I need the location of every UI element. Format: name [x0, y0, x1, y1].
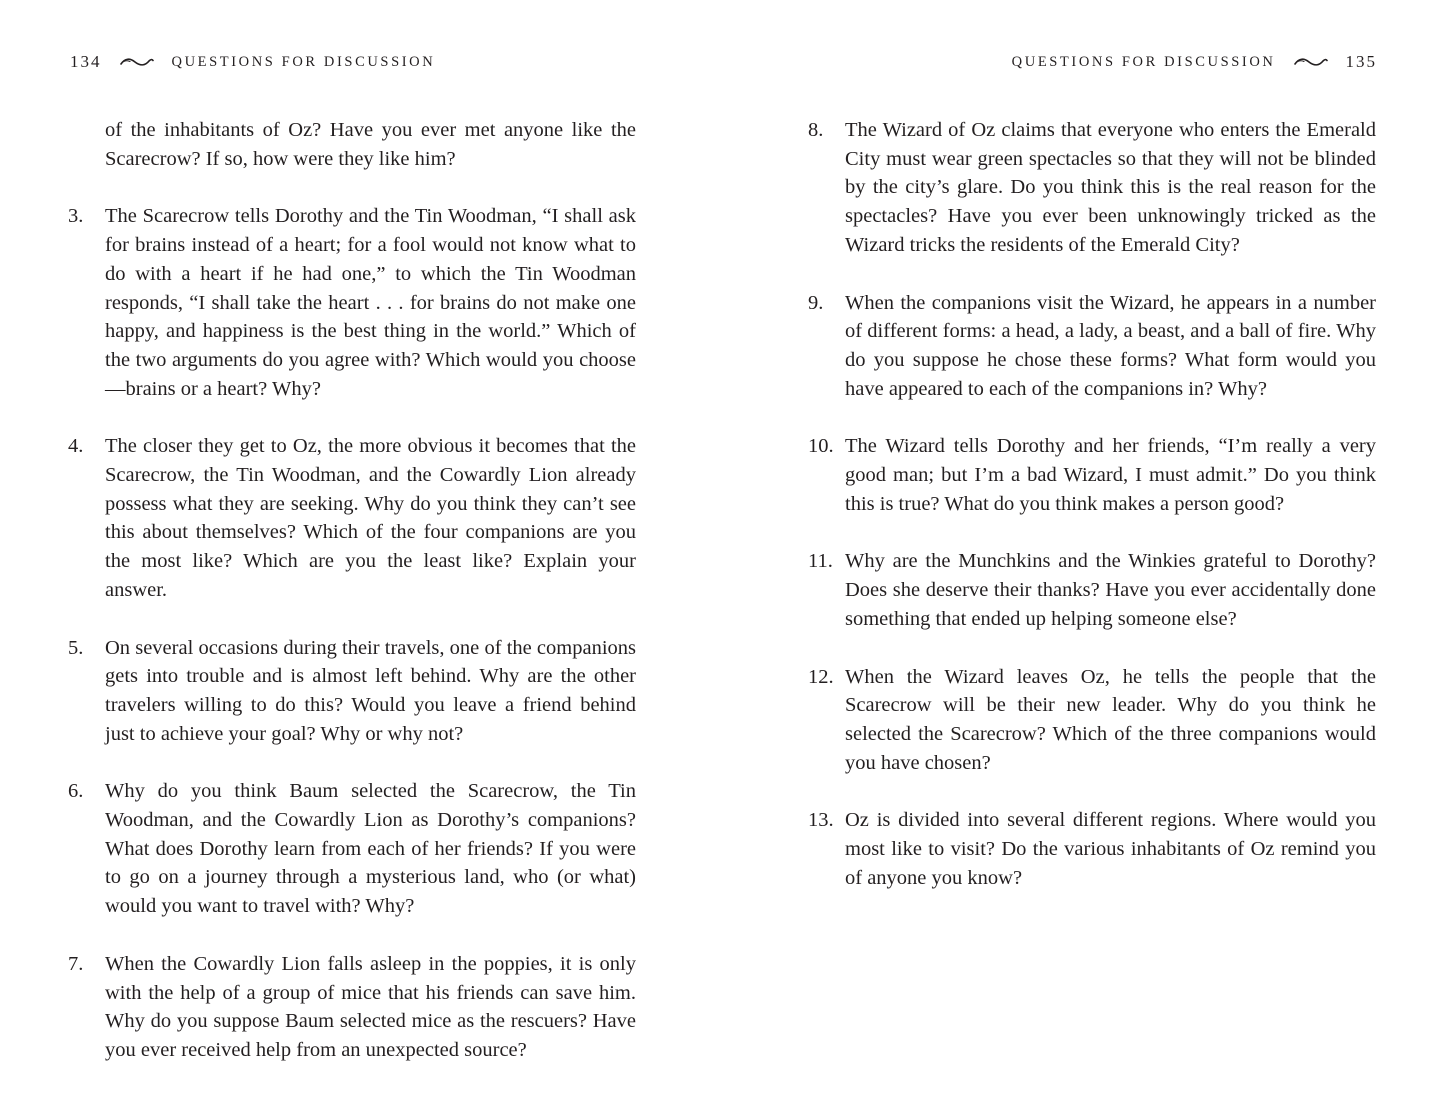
- question-text: Why do you think Baum selected the Scarecrow, the Tin Woodman, and the Cowardly Lion as Dorothy’s companions? What does Dorothy learn from each of her friends? If you were to go on a journey through a mysterious land, who (or what) would you want to travel with? Why?: [105, 780, 636, 918]
- running-head-title: QUESTIONS FOR DISCUSSION: [1011, 53, 1276, 70]
- swash-ornament-icon: [120, 55, 154, 69]
- question-number: 7.: [68, 952, 84, 975]
- question-item: [808, 663, 1376, 778]
- right-page-body: [808, 116, 1376, 921]
- continued-paragraph: of the inhabitants of Oz? Have you ever met anyone like the Scarecrow? If so, how were they like him?: [105, 119, 636, 170]
- question-text: The Wizard of Oz claims that everyone who enters the Emerald City must wear green spectacles so that they will not be blinded by the city’s glare. Do you think this is the real reason for the spectacles? Have you ever been unknowingly tricked as the Wizard tricks the residents of the Emerald City?: [845, 119, 1376, 256]
- running-head-title: QUESTIONS FOR DISCUSSION: [171, 53, 436, 70]
- question-number: 13.: [808, 809, 834, 832]
- page-number: 134: [70, 52, 102, 71]
- question-item: [68, 777, 636, 921]
- question-item: [68, 432, 636, 604]
- question-text: The Scarecrow tells Dorothy and the Tin Woodman, “I shall ask for brains instead of a heart; for a fool would not know what to do with a heart if he had one,” to which the Tin Woodman responds, “I shall take the heart . . . for brains do not make one happy, and happiness is the best thing in the world.” Which of the two arguments do you agree with? Which would you choose—brains or a heart? Why?: [105, 205, 636, 400]
- question-number: 11.: [808, 550, 833, 573]
- page-number: 135: [1345, 52, 1377, 71]
- question-item: [68, 634, 636, 749]
- question-number: 8.: [808, 119, 824, 141]
- running-head-right: [1012, 50, 1377, 74]
- right-page: [722, 0, 1445, 1101]
- question-text: Oz is divided into several different regions. Where would you most like to visit? Do the various inhabitants of Oz remind you of anyone you know?: [845, 809, 1376, 889]
- question-number: 6.: [68, 780, 84, 803]
- running-head-left: [70, 50, 435, 74]
- question-number: 5.: [68, 636, 84, 659]
- question-item: [808, 432, 1376, 518]
- question-number: 3.: [68, 205, 84, 228]
- question-item: [808, 547, 1376, 633]
- question-item: [808, 806, 1376, 892]
- question-text: On several occasions during their travels, one of the companions gets into trouble and is almost left behind. Why are the other travelers willing to do this? Would you leave a friend behind just to achieve your goal? Why or why not?: [105, 636, 636, 745]
- question-item: [68, 202, 636, 403]
- question-number: 4.: [68, 435, 84, 458]
- question-text: The Wizard tells Dorothy and her friends, “I’m really a very good man; but I’m a bad Wizard, I must admit.” Do you think this is true? What do you think makes a person good?: [845, 435, 1376, 515]
- question-text: When the Cowardly Lion falls asleep in the poppies, it is only with the help of a group of mice that his friends can save him. Why do you suppose Baum selected mice as the rescuers? Have you ever received help from an unexpected source?: [105, 952, 636, 1061]
- question-item: [68, 950, 636, 1065]
- left-page: [0, 0, 722, 1101]
- question-text: When the Wizard leaves Oz, he tells the people that the Scarecrow will be their new leader. Why do you think he selected the Scarecrow? Which of the three companions would you have chosen?: [845, 665, 1376, 774]
- question-text: The closer they get to Oz, the more obvious it becomes that the Scarecrow, the Tin Woodman, and the Cowardly Lion already possess what they are seeking. Why do you think they can’t see this about themselves? Which of the four companions are you the most like? Which are you the least like? Explain your answer.: [105, 435, 636, 601]
- question-number: 12.: [808, 665, 834, 688]
- question-number: 9.: [808, 291, 824, 314]
- question-number: 10.: [808, 435, 834, 458]
- question-text: When the companions visit the Wizard, he appears in a number of different forms: a head, a lady, a beast, and a ball of fire. Why do you suppose he chose these forms? What form would you have appeared to each of the companions in? Why?: [845, 291, 1376, 400]
- question-item: [808, 116, 1376, 260]
- question-text: Why are the Munchkins and the Winkies grateful to Dorothy? Does she deserve their thanks? Have you ever accidentally done something that ended up helping someone else?: [845, 550, 1376, 630]
- left-page-body: [68, 116, 636, 1094]
- swash-ornament-icon: [1294, 55, 1328, 69]
- question-item: [808, 289, 1376, 404]
